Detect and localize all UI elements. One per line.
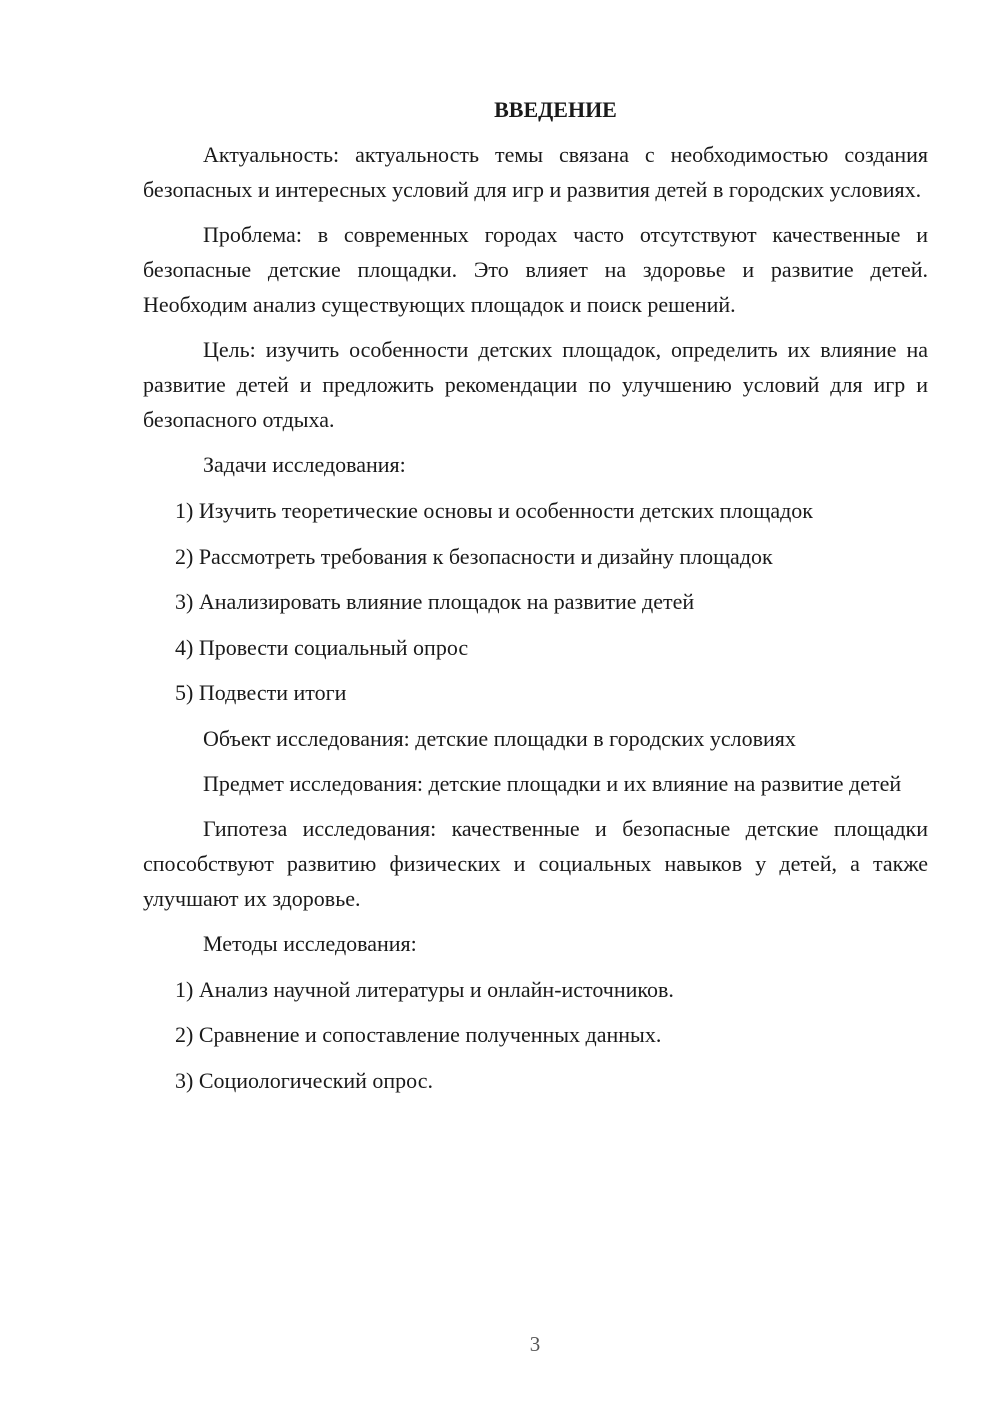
hypothesis-paragraph: Гипотеза исследования: качественные и безопасные детские площадки способствуют развитию физических и социальных навыков у детей, а также улучшают их здоровье. xyxy=(143,815,928,911)
object-paragraph: Объект исследования: детские площадки в городских условиях xyxy=(203,725,796,751)
methods-list xyxy=(143,972,928,1098)
tasks-list xyxy=(143,493,928,710)
list-item: 2) Рассмотреть требования к безопасности и дизайну площадок xyxy=(175,543,773,569)
list-item: 1) Анализ научной литературы и онлайн-источников. xyxy=(175,976,674,1002)
list-item: 3) Анализировать влияние площадок на развитие детей xyxy=(175,589,695,614)
list-item: 4) Провести социальный опрос xyxy=(175,634,469,660)
document-body xyxy=(143,92,928,1108)
list-item: 3) Социологический опрос. xyxy=(175,1067,433,1093)
list-item: 2) Сравнение и сопоставление полученных данных. xyxy=(175,1022,662,1047)
subject-paragraph: Предмет исследования: детские площадки и их влияние на развитие детей xyxy=(203,770,902,796)
relevance-paragraph: Актуальность: актуальность темы связана с необходимостью создания безопасных и интересных условий для игр и развития детей в городских условиях. xyxy=(143,142,928,202)
list-item: 1) Изучить теоретические основы и особенности детских площадок xyxy=(175,498,813,523)
section-heading: ВВЕДЕНИЕ xyxy=(494,97,617,122)
goal-paragraph: Цель: изучить особенности детских площадок, определить их влияние на развитие детей и предложить рекомендации по улучшению условий для игр и безопасного отдыха. xyxy=(143,337,928,432)
page-number: 3 xyxy=(529,1332,541,1356)
tasks-label: Задачи исследования: xyxy=(203,452,406,477)
list-item: 5) Подвести итоги xyxy=(175,680,347,705)
methods-label: Методы исследования: xyxy=(203,930,417,956)
problem-paragraph: Проблема: в современных городах часто отсутствуют качественные и безопасные детские площадки. Это влияет на здоровье и развитие детей. Необходим анализ существующих площадок и поиск решений. xyxy=(143,222,928,317)
